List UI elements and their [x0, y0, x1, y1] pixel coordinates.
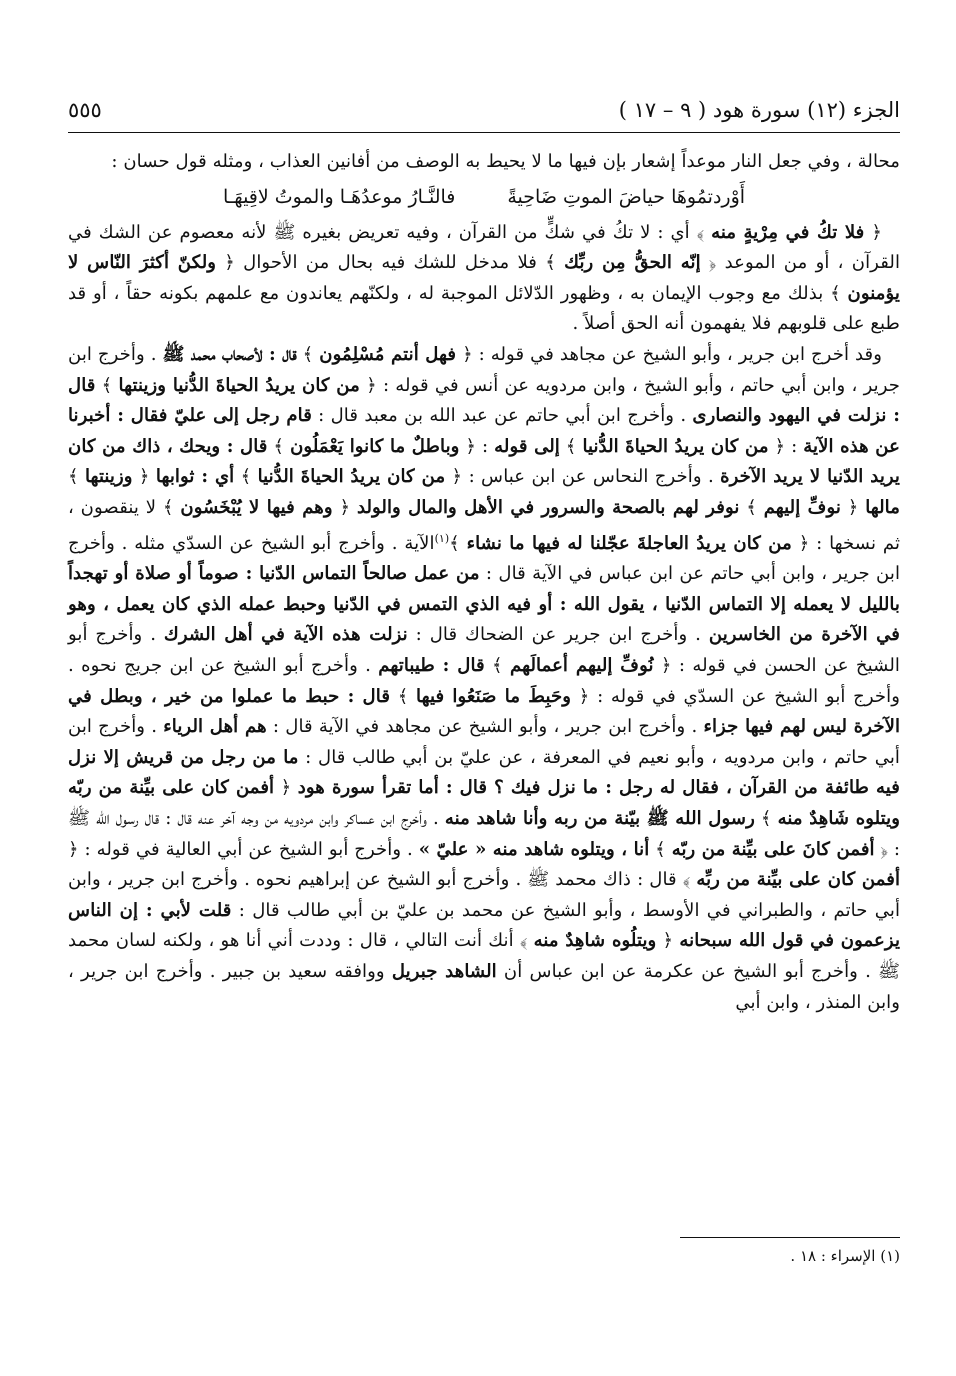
text-run: ﴿: [332, 496, 357, 518]
text-run: . وأخرج ابن جرير عن الضحاك قال :: [407, 624, 709, 646]
bold-text-run: وهم فيها لا يُبْخَسُون: [180, 496, 333, 518]
verse-first-hemistich: أَوْردتمُوهَا حياضَ الموتِ ضَاحِيةً: [507, 185, 746, 208]
bold-text-run: نوفر لهم بالصحة والسرور في الأهل والمال والولد: [356, 496, 740, 518]
bold-text-run: قال : لأصحاب محمد ﷺ: [162, 343, 297, 365]
bold-text-run: هم أهل الرياء: [163, 716, 267, 738]
text-run: وقد أخرج ابن جرير ، وأبو الشيخ عن مجاهد في قوله : ﴿: [456, 343, 882, 365]
paragraph-tafsir: [68, 218, 900, 340]
text-run: . وأخرج ابن جرير ، وأبو الشيخ عن مجاهد في الآية قال :: [266, 716, 704, 738]
footnote: (١) الإسراء : ١٨ .: [790, 1247, 900, 1265]
text-run: ﴾: [754, 807, 778, 829]
bold-text-run: نُوفِّ إليهم أعمالَهم: [510, 654, 654, 676]
text-run: ﴿: [274, 777, 298, 799]
text-run: ﴾: [390, 685, 417, 707]
bold-text-run: ويتلُوه شاهِدٌ منه: [533, 930, 657, 952]
book-page: [68, 92, 900, 1018]
bold-text-run: قام رجل إلى عليّ فقال : أخبرنا عن هذه الآية: [68, 405, 900, 457]
text-run: ووافقه سعيد بن جبير . وأخرج ابن جرير ، وابن المنذر ، وابن أبي: [68, 960, 900, 1013]
bold-text-run: قلت لأبي : إن الناس يزعمون في قول الله سبحانه: [68, 899, 901, 952]
text-run: . وأخرج ابن عساكر وابن مردويه من وجه آخر عنه قال : قال رسول الله ﷺ : ﴿: [68, 807, 900, 860]
text-run: ﴾: [739, 496, 764, 518]
bold-text-run: رسول الله ﷺ بيّنة من ربه وأنا شاهد منه: [444, 807, 755, 829]
text-run: ﴾ قال : ذاك محمد ﷺ . وأخرج أبو الشيخ عن إبراهيم نحوه . وأخرج ابن جرير ، وابن أبي حاتم ، والطبراني في الأوسط ، وأبو الشيخ عن محمد بن عليّ بن أبي طالب قال :: [68, 869, 900, 921]
bold-text-run: أفمن كان على بيِّنة من ربِّه: [696, 869, 900, 891]
text-run: ﴾: [68, 466, 86, 488]
main-text: [68, 147, 900, 1018]
page-header: [68, 92, 900, 133]
text-run: ﴾: [484, 654, 510, 676]
poetry-verse: [68, 180, 900, 214]
bold-text-run: وباطلٌ ما كانوا يَعْمَلُون: [290, 435, 460, 457]
bold-text-run: وحَبِطَ ما صَنَعُوا فيها: [416, 685, 572, 707]
text-run: ﴾: [559, 435, 583, 457]
text-run: ﴾ أي : لا تكُ في شكٍّ من القرآن ، وفيه تعريض بغيره ﷺ لأنه معصوم عن الشك في القرآن ، أو من الموعد ﴿: [68, 221, 900, 274]
bold-text-run: وزينتها: [85, 466, 133, 488]
page-number: ٥٥٥: [68, 98, 102, 122]
bold-text-run: الشاهد جبريل: [391, 960, 497, 982]
intro-line: محالة ، وفي جعل النار موعداً إشعار بإن فيها ما لا يحيط به الوصف من أفانين العذاب ، ومثله قول حسان :: [111, 151, 900, 172]
running-title: الجزء (١٢) سورة هود ( ٩ – ١٧ ): [618, 98, 900, 122]
text-run: ﴿: [864, 221, 882, 243]
bold-text-run: فلا تكُ في مِرْيةٍ منه: [711, 221, 865, 243]
bold-text-run: من كان يريدُ الحياةَ الدُّنيا: [257, 466, 446, 488]
text-run: . وأخرج أبو الشيخ عن الحسن في قوله : ﴿: [68, 624, 900, 676]
bold-text-run: من كان يريدُ العاجلةَ عجّلنا له فيها ما نشاء: [466, 532, 792, 554]
text-run: ﴿: [132, 466, 156, 488]
text-run: ﴿: [840, 496, 866, 518]
bold-text-run: مالها: [865, 496, 900, 518]
text-run: ﴿: [656, 930, 680, 952]
bold-text-run: فهل أنتم مُسْلِمُون: [319, 343, 457, 365]
text-run: . وأخرج أبو الشيخ عن أبي العالية في قوله : ﴿: [68, 838, 419, 860]
text-run: : ﴿: [768, 435, 804, 457]
text-run: ﴾: [267, 435, 291, 457]
text-run: الآية . وأخرج أبو الشيخ عن السدّي مثله . وأخرج ابن جرير ، وابن أبي حاتم عن ابن عباس في الآية قال :: [68, 532, 900, 585]
bold-text-run: أفمن كان على بيِّنة من ربّه ويتلوه شَاهِدٌ منه: [68, 777, 901, 829]
bold-text-run: من كان يريدُ الحياةَ الدُّنيا وزينتها: [118, 374, 360, 396]
text-run: : ﴿: [459, 435, 495, 457]
text-run: ﴾: [234, 466, 258, 488]
bold-text-run: من عمل صالحاً التماس الدّنيا : صوماً أو صلاة أو تهجداً بالليل لا يعمله إلا التماس الدّنيا ، يقول الله : أو فيه الذي التمس في الدّنيا وحبط عمله الذي كان يعمل ، وهو في الآخرة من الخاسرين: [68, 563, 900, 646]
bold-text-run: أي : ثوابها: [155, 466, 235, 488]
bold-text-run: أنا ، ويتلوه شاهد منه « عليّ »: [418, 838, 650, 860]
bold-text-run: أفمن كانَ على بيِّنة من ربّه: [671, 838, 875, 860]
text-run: ﴾ فلا مدخل للشك فيه بحال من الأحوال ﴿: [216, 252, 565, 274]
bold-text-run: نوفِّ إليهم: [763, 496, 841, 518]
text-run: . وأخرج النحاس عن ابن عباس : ﴿: [445, 466, 721, 488]
footnote-divider: [680, 1237, 900, 1238]
bold-text-run: إنّه الحقُّ مِن ربِّك: [564, 252, 701, 274]
text-run: . وأخرج أبو الشيخ عن ابن جريج نحوه . وأخرج أبو الشيخ عن السدّي في قوله : ﴿: [68, 654, 900, 707]
bold-text-run: قال : حبط ما عملوا من خير ، وبطل في الآخرة ليس لهم فيها جزاء: [68, 685, 900, 738]
text-run: ﴾ لا ينقصون ، ثم نسخها : ﴿: [68, 496, 901, 554]
footnote-marker: (١): [434, 531, 450, 545]
bold-text-run: نزلت هذه الآية في أهل الشرك: [163, 624, 408, 646]
bold-text-run: قال : ويحك ، ذاك من كان يريد الدّنيا لا يريد الآخرة: [68, 435, 900, 488]
bold-text-run: إلى قوله: [494, 435, 560, 457]
text-run: ﴾: [95, 374, 119, 396]
text-run: . وأخرج ابن أبي حاتم عن عبد الله بن معبد قال :: [311, 405, 693, 427]
text-run: ﴾ أنك أنت التالي ، قال : وددت أني أنا هو ، ولكنه لسان محمد ﷺ . وأخرج أبو الشيخ عن عكرمة عن ابن عباس أن: [68, 930, 900, 982]
text-run: ﴾: [296, 343, 320, 365]
bold-text-run: قال : طيباتهم: [378, 654, 485, 676]
bold-text-run: قال : نزلت في اليهود والنصارى: [68, 374, 900, 427]
text-run: ﴾: [449, 532, 467, 554]
text-run: . وأخرج ابن جرير ، وابن أبي حاتم ، وأبو الشيخ ، وابن مردويه عن أنس في قوله : ﴿: [68, 343, 901, 396]
text-run: ﴾ بذلك مع وجوب الإيمان به ، وظهور الدّلائل الموجبة له ، ولكنّهم يعاندون مع علمهم بكونه حقاً ، أو قد طبع على قلوبهم فلا يفهمون أنه الحق أصلاً .: [68, 282, 900, 335]
bold-text-run: ما من رجل من قريش إلا نزل فيه طائفة من القرآن ، فقال له رجل : ما نزل فيك ؟ قال : أما تقرأ سورة هود: [68, 746, 900, 799]
verse-second-hemistich: فالنَّـارُ موعدُهَـا والموتُ لاقِيهَـا: [222, 185, 456, 208]
paragraph-narrations: [68, 340, 900, 1018]
bold-text-run: من كان يريدُ الحياةَ الدُّنيا: [582, 435, 769, 457]
bold-text-run: ولكنّ أكثرَ النّاس لا يؤمنون: [68, 252, 900, 304]
text-run: . وأخرج ابن أبي حاتم ، وابن مردويه ، وأبو نعيم في المعرفة ، عن عليّ بن أبي طالب قال :: [68, 716, 900, 768]
text-run: ﴾: [649, 838, 672, 860]
